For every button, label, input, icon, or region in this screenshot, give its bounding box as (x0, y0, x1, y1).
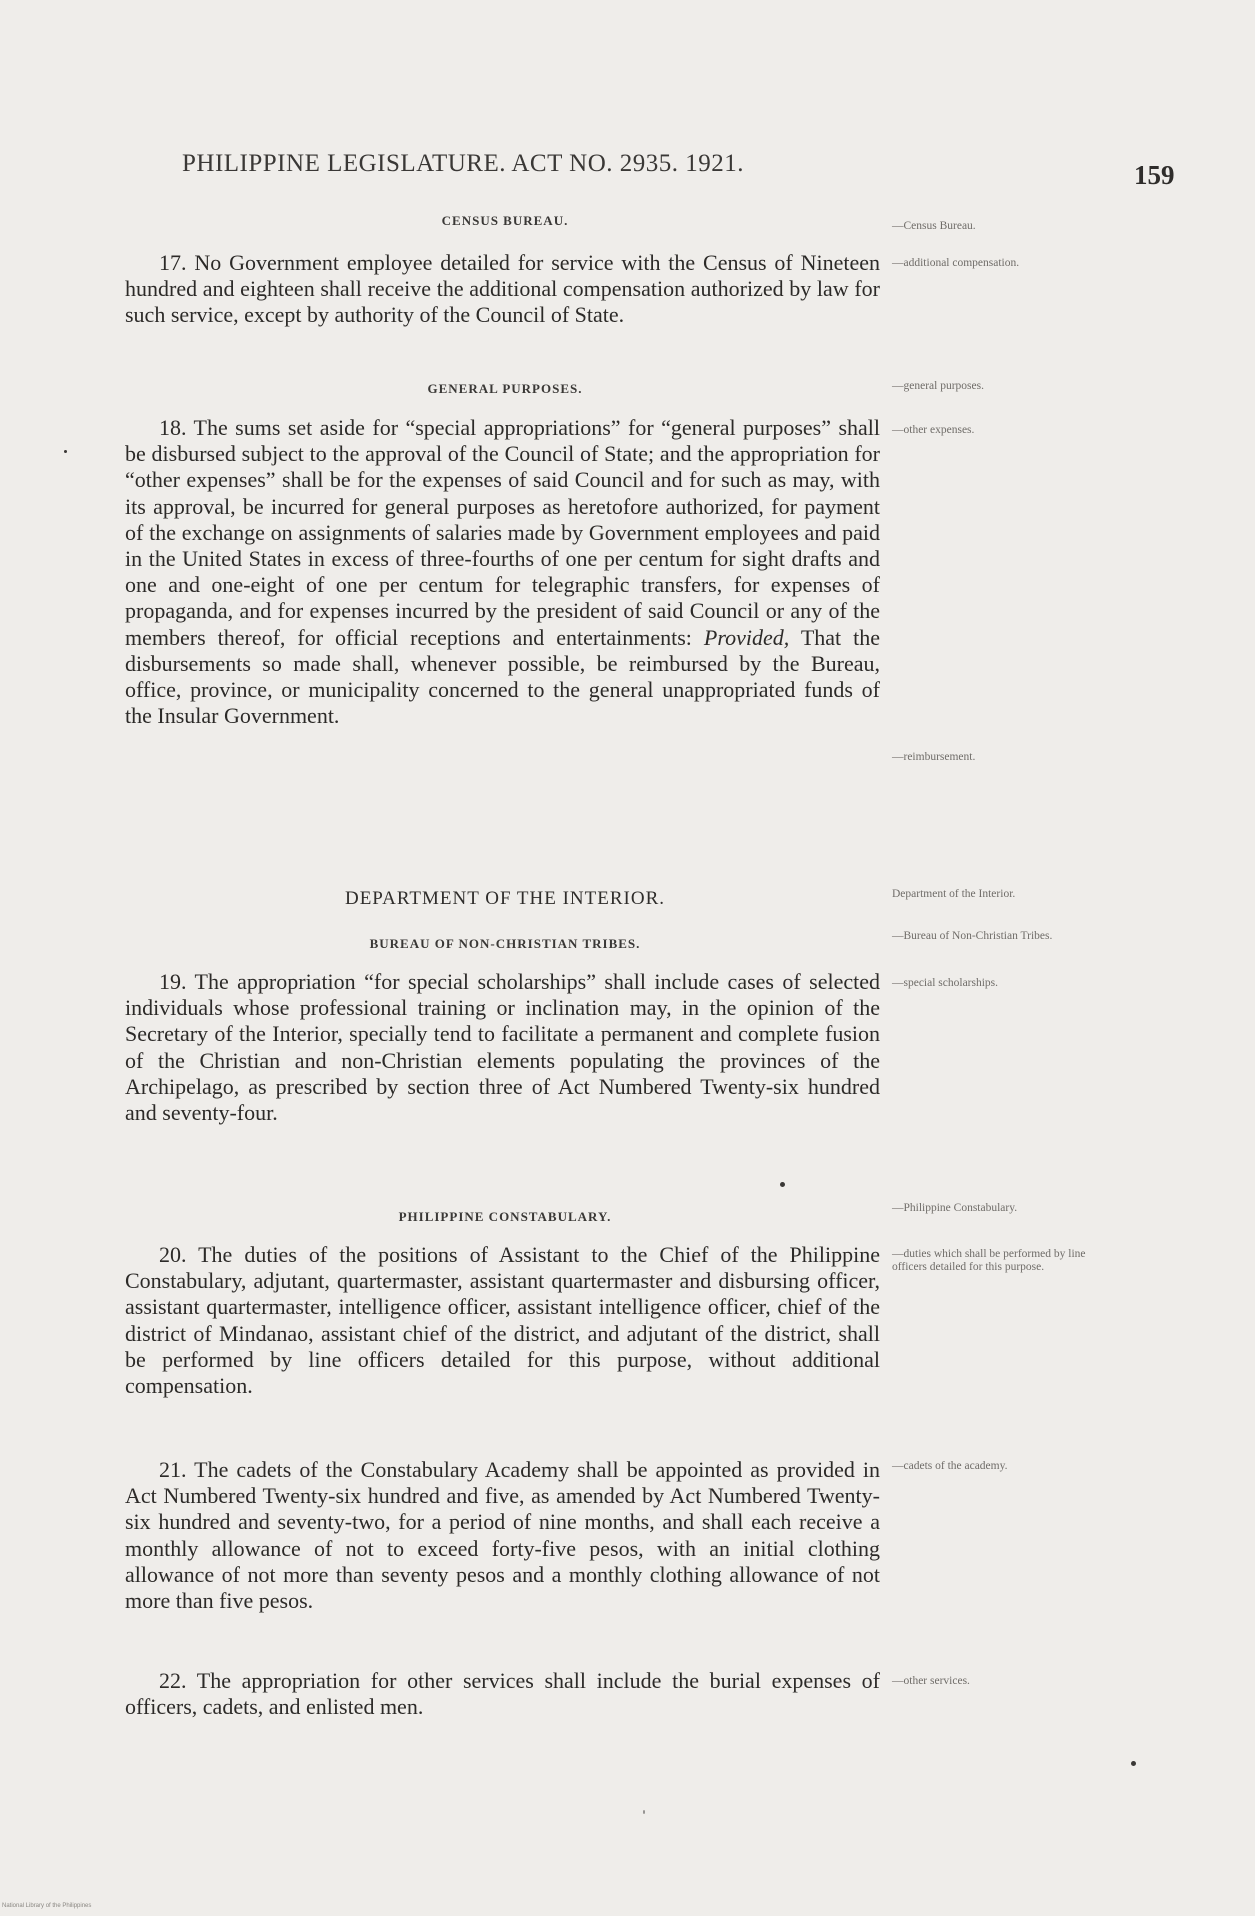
paragraph-21: 21. The cadets of the Constabulary Academy shall be appointed as provided in Act Numbered Twenty-six hundred and five, as amended by Act Numbered Twenty-six hundred and seventy-two, for a period of nine months, and shall each receive a monthly allowance of not to exceed forty-five pesos, with an initial clothing allowance of not more than seventy pesos and a monthly clothing allowance of not more than five pesos. (125, 1457, 880, 1614)
margin-note-constabulary: —Philippine Constabulary. (892, 1202, 1018, 1214)
page-number: 159 (1134, 160, 1175, 190)
paragraph-18 (125, 415, 880, 729)
margin-note-other-services: —other services. (892, 1675, 970, 1687)
paragraph-19: 19. The appropriation “for special scholarships” shall include cases of selected individuals whose professional training or inclination may, in the opinion of the Secretary of the Interior, specially tend to facilitate a permanent and complete fusion of the Christian and non-Christian elements populating the provinces of the Archipelago, as prescribed by section three of Act Numbered Twenty-six hundred and seventy-four. (125, 969, 880, 1126)
margin-note-scholarships: —special scholarships. (892, 977, 999, 989)
paragraph-20: 20. The duties of the positions of Assistant to the Chief of the Philippine Constabulary, adjutant, quartermaster, assistant quartermaster and disbursing officer, assistant quartermaster, intelligence officer, assistant intelligence officer, chief of the district of Mindanao, assistant chief of the district, and adjutant of the district, shall be performed by line officers detailed for this purpose, without additional compensation. (125, 1242, 880, 1399)
margin-note-census: —Census Bureau. (892, 220, 976, 232)
margin-note-interior: Department of the Interior. (892, 888, 1016, 900)
section-heading-bureau: BUREAU OF NON-CHRISTIAN TRIBES. (369, 936, 641, 951)
paragraph-18-text-a: 18. The sums set aside for “special appropriations” for “general purposes” shall be disbursed subject to the approval of the Council of State; and the appropriation for “other expenses” shall be for the expenses of said Council and for such as may, with its approval, be incurred for general purposes as heretofore authorized, for payment of the exchange on assignments of salaries made by Government employees and paid in the United States in excess of three-fourths of one per centum for sight drafts and one and one-eight of one per centum for telegraphic transfers, for expenses of propaganda, and for expenses incurred by the president of said Council or any of the members thereof, for official receptions and entertainments: (125, 415, 880, 650)
print-speck (1131, 1761, 1136, 1766)
margin-note-bureau: —Bureau of Non-Christian Tribes. (892, 930, 1053, 942)
margin-note-general: —general purposes. (892, 380, 984, 392)
section-heading-constabulary: PHILIPPINE CONSTABULARY. (398, 1209, 612, 1224)
print-speck (643, 1810, 645, 1814)
margin-note-duties: —duties which shall be performed by line officers detailed for this purpose. (892, 1248, 1086, 1273)
digitization-footer: National Library of the Philippines (2, 1903, 92, 1909)
margin-note-cadets: —cadets of the academy. (892, 1460, 1008, 1472)
paragraph-18-provided: Provided, (703, 624, 790, 650)
running-head: PHILIPPINE LEGISLATURE. ACT NO. 2935. 1921. (182, 150, 745, 177)
section-heading-census: CENSUS BUREAU. (441, 213, 569, 228)
paragraph-22: 22. The appropriation for other services shall include the burial expenses of officers, cadets, and enlisted men. (125, 1668, 880, 1720)
section-heading-interior: DEPARTMENT OF THE INTERIOR. (344, 888, 666, 909)
print-speck (780, 1182, 785, 1187)
margin-note-other-expenses: —other expenses. (892, 424, 975, 436)
paragraph-17: 17. No Government employee detailed for service with the Census of Nineteen hundred and eighteen shall receive the additional compensation authorized by law for such service, except by authority of the Council of State. (125, 250, 880, 328)
paragraph-18-text-b: That the disbursements so made shall, whenever possible, be reimbursed by the Bureau, office, province, or municipality concerned to the general unappropriated funds of the Insular Government. (125, 624, 880, 729)
section-heading-general: GENERAL PURPOSES. (427, 381, 583, 396)
margin-note-reimbursement: —reimbursement. (892, 751, 976, 763)
margin-note-additional: —additional compensation. (892, 257, 1020, 269)
print-speck (64, 450, 67, 453)
